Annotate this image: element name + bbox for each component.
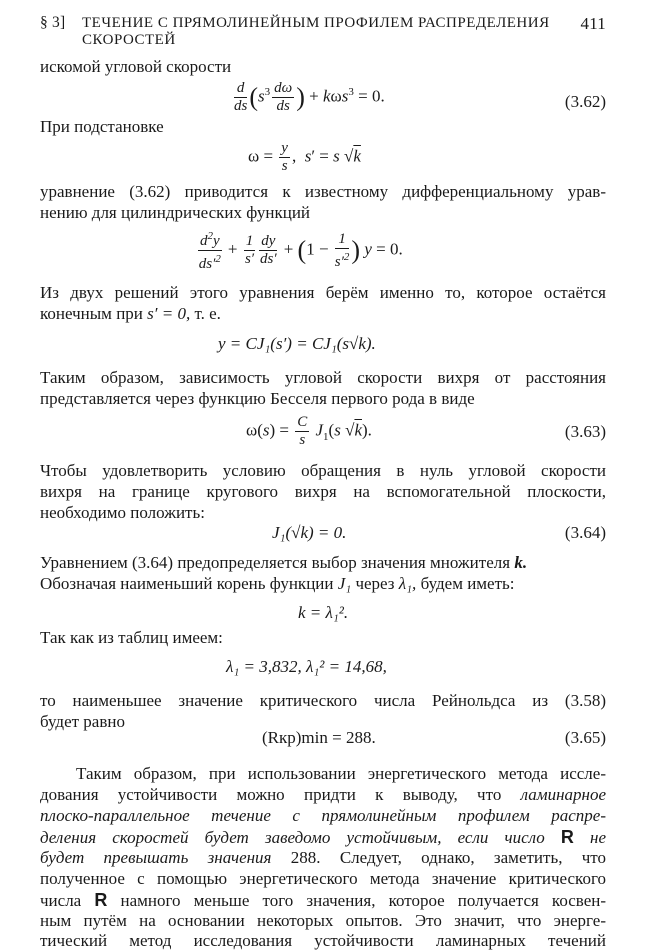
equation-3-62: $\frac{d}{ds}$ ($s^3$ $\frac{d\omega}{ds}$ ) + kωs$^3$ = 0. — [234, 80, 385, 114]
equation-number: (3.65) — [564, 728, 606, 747]
fraction: $\frac{d}{ds}$ — [234, 80, 248, 114]
fraction: $\frac{1}{s'}$ — [244, 233, 255, 267]
inline-formula: λ₁, — [398, 574, 417, 593]
fraction: $\frac{dy}{ds'}$ — [260, 233, 277, 267]
fraction: $\frac{y}{s}$ — [281, 140, 288, 174]
equation-3-65: (Rкр)min = 288. — [262, 728, 376, 747]
equation-number: (3.62) — [564, 92, 606, 111]
text-fragment: т. е. — [190, 304, 221, 323]
text-fragment: будем иметь: — [416, 574, 515, 593]
text-line: При подстановке — [40, 117, 164, 136]
fraction: $\frac{d\omega}{ds}$ — [274, 80, 293, 114]
text-fragment: конечным при — [40, 304, 148, 323]
text-line: представляется через функцию Бесселя первого рода в виде — [40, 389, 475, 408]
equation-number: (3.64) — [564, 523, 606, 542]
text-line — [40, 784, 606, 806]
fraction: $\frac{C}{s}$ — [297, 414, 308, 448]
lambda-values: λ₁ = 3,832, λ₁² = 14,68, — [226, 657, 387, 676]
text-line: необходимо положить: — [40, 503, 205, 522]
text-line: тический метод исследования устойчивости ламинарных течений — [40, 931, 606, 950]
text-fragment: намного меньше того значения, которое получается косвен- — [120, 891, 607, 910]
emphasis-text: не — [590, 828, 606, 847]
text-fragment: 288. Следует, однако, заметить, что — [290, 848, 607, 867]
inline-formula: k. — [514, 553, 528, 572]
text-line — [40, 847, 606, 869]
text-fragment: Уравнением (3.64) предопределяется выбор значения множителя — [40, 553, 515, 572]
text-line — [40, 573, 606, 595]
emphasis-line: плоско-параллельное течение с прямолинейным профилем распре- — [40, 806, 606, 825]
text-line: будет равно — [40, 712, 125, 731]
text-line: Из двух решений этого уравнения берём именно то, которое остаётся — [40, 283, 606, 302]
running-header — [40, 14, 610, 48]
inline-formula: R — [560, 827, 574, 847]
text-line: искомой угловой скорости — [40, 57, 232, 76]
bessel-equation: $\frac{d^2y}{ds'^2}$ + $\frac{1}{s'}$ $\frac{dy}{ds'}$ + (1 − $\frac{1}{s'^2}$ ) y = 0. — [198, 230, 403, 272]
text-line: то наименьшее значение критического числа Рейнольдса из (3.58) — [40, 691, 606, 710]
substitution-equation: ω = $\frac{y}{s}$ , s′ = s √k — [248, 140, 361, 174]
text-line: нению для цилиндрических функций — [40, 203, 311, 222]
fraction: $\frac{d^2y}{ds'^2}$ — [198, 230, 221, 272]
text-line: Таким образом, зависимость угловой скорости вихря от расстояния — [40, 368, 606, 387]
inline-formula: J₁ — [337, 574, 352, 593]
inline-formula: s′ = 0, — [147, 304, 191, 323]
text-line: Таким образом, при использовании энергетического метода иссле- — [76, 764, 606, 783]
fraction: $\frac{1}{s'^2}$ — [334, 230, 350, 270]
section-mark: § 3] — [40, 14, 66, 31]
inline-formula: R — [94, 890, 108, 910]
text-line — [40, 826, 606, 849]
k-equation: k = λ₁². — [298, 603, 349, 622]
text-line — [40, 552, 606, 574]
page-number: 411 — [580, 14, 606, 33]
text-line: вихря на границе кругового вихря на вспомогательной плоскости, — [40, 482, 606, 501]
bessel-solution: y = CJ₁(s′) = CJ₁(s√k). — [218, 334, 376, 353]
emphasis-text: будет превышать значения — [40, 848, 272, 867]
text-fragment: Обозначая наименьший корень функции — [40, 574, 338, 593]
text-line — [40, 889, 606, 912]
text-fragment: через — [351, 574, 399, 593]
emphasis-text: деления скоростей будет заведомо устойчивым, если число — [40, 828, 545, 847]
header-title: ТЕЧЕНИЕ С ПРЯМОЛИНЕЙНЫМ ПРОФИЛЕМ РАСПРЕДЕЛЕНИЯ СКОРОСТЕЙ — [82, 15, 550, 48]
text-fragment: дования устойчивости можно придти к выводу, что — [40, 785, 502, 804]
equation-3-64: J₁(√k) = 0. — [272, 523, 347, 542]
text-line: полученное с помощью энергетического метода значение критического — [40, 869, 606, 888]
text-fragment: числа — [40, 891, 82, 910]
text-line: Чтобы удовлетворить условию обращения в нуль угловой скорости — [40, 461, 606, 480]
text-line: уравнение (3.62) приводится к известному дифференциальному урав- — [40, 182, 606, 201]
emphasis-text: ламинарное — [520, 785, 607, 804]
text-line: ным путём на основании некоторых опытов. Это значит, что энерге- — [40, 911, 606, 930]
text-line — [40, 303, 606, 325]
text-line: Так как из таблиц имеем: — [40, 628, 223, 647]
equation-3-63: ω(s) = $\frac{C}{s}$ $J_1(s$ √k). — [246, 414, 372, 448]
equation-number: (3.63) — [564, 422, 606, 441]
